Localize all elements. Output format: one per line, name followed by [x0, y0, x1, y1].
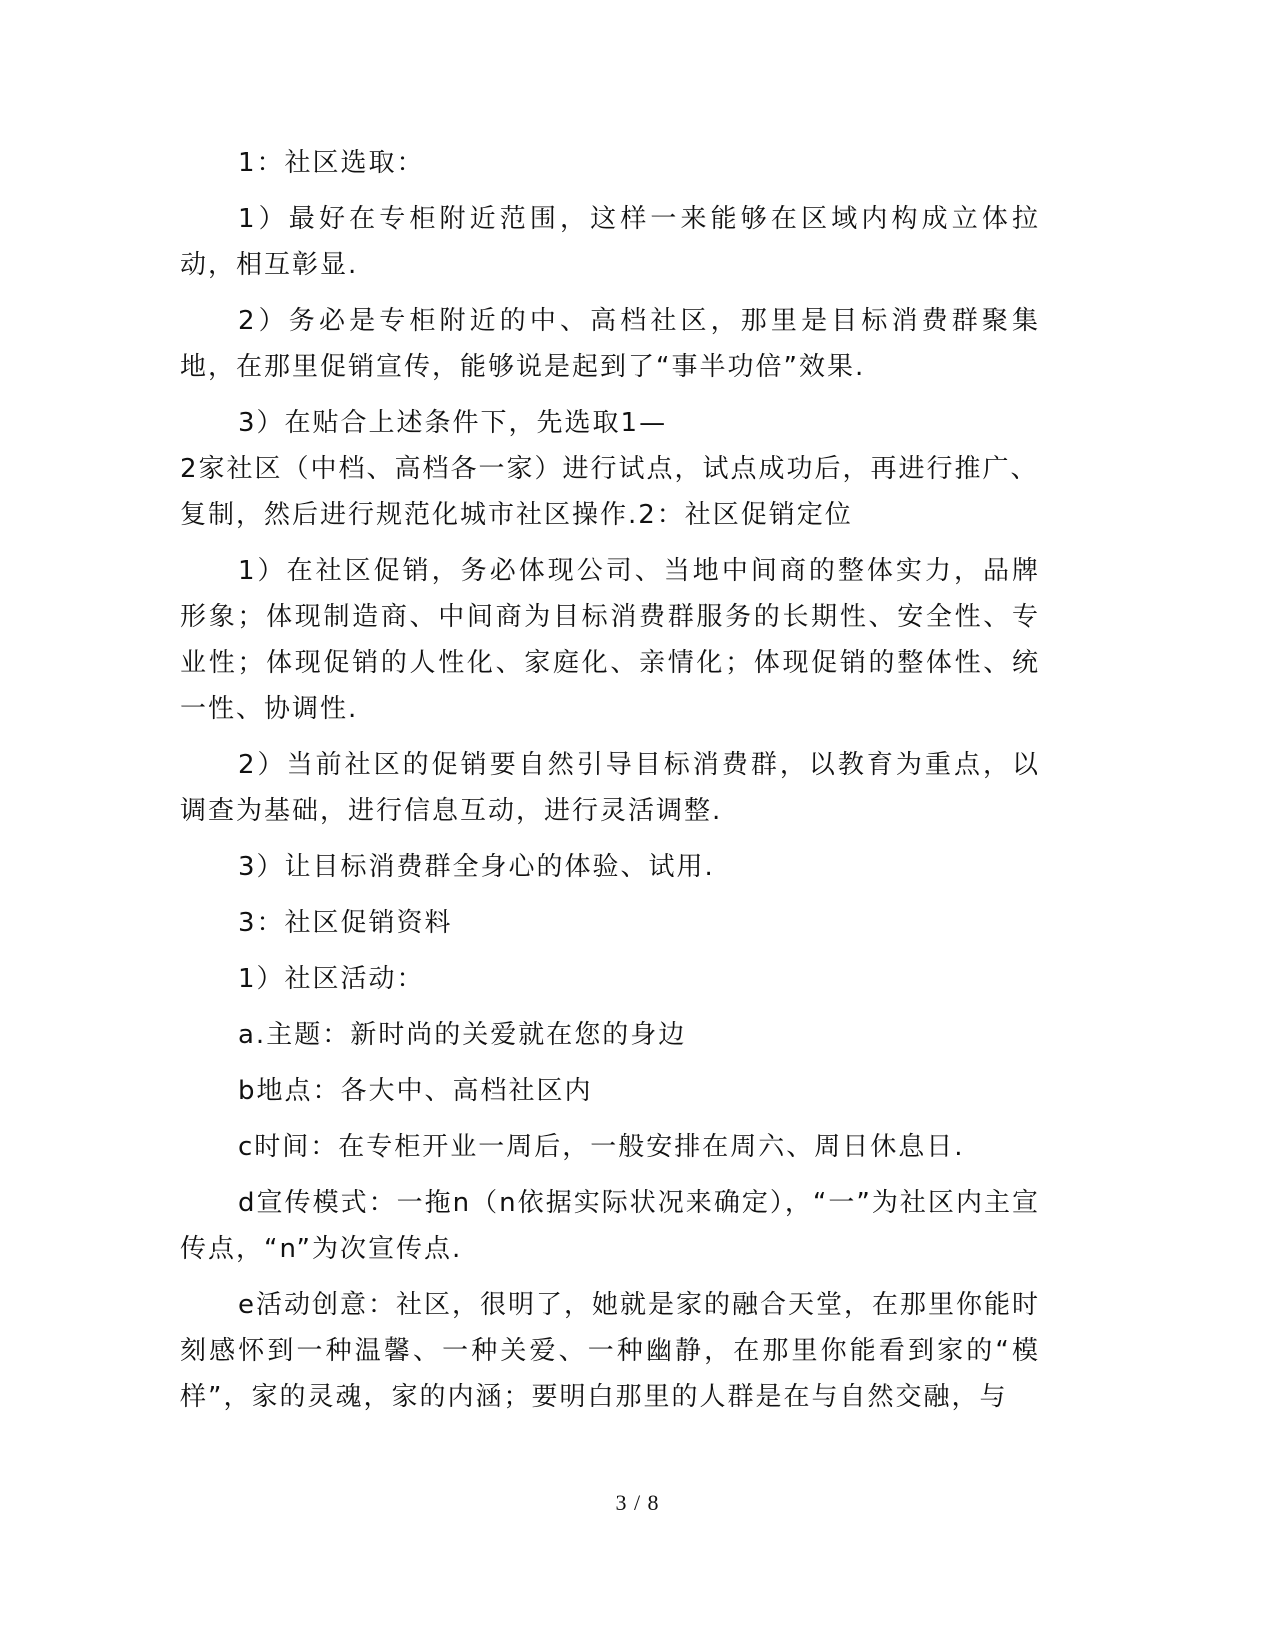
list-item-location: b地点：各大中、高档社区内	[238, 1076, 593, 1106]
paragraph: 2）当前社区的促销要自然引导目标消费群，以教育为重点，以调查为基础，进行信息互动，进行灵活调整.	[180, 750, 1040, 826]
list-item-promotion-mode: d宣传模式：一拖n（n依据实际状况来确定），“一”为社区内主宣传点，“n”为次宣传点.	[180, 1188, 1040, 1264]
paragraph: 2）务必是专柜附近的中、高档社区，那里是目标消费群聚集地，在那里促销宣传，能够说是起到了“事半功倍”效果.	[180, 306, 1040, 382]
section-heading-community-selection: 1：社区选取：	[238, 148, 425, 178]
paragraph-line: 2家社区（中档、高档各一家）进行试点，试点成功后，再进行推广、	[180, 454, 1039, 484]
document-body	[180, 140, 1040, 1430]
paragraph-line: 3）在贴合上述条件下，先选取1—	[238, 408, 668, 438]
list-item-time: c时间：在专柜开业一周后，一般安排在周六、周日休息日.	[238, 1132, 965, 1162]
paragraph-multiline	[180, 400, 1040, 538]
subheading-community-activity: 1）社区活动：	[238, 964, 425, 994]
list-item-activity-idea: e活动创意：社区，很明了，她就是家的融合天堂，在那里你能时刻感怀到一种温馨、一种关爱、一种幽静，在那里你能看到家的“模样”，家的灵魂，家的内涵；要明白那里的人群是在与自然交融，与	[180, 1290, 1040, 1412]
paragraph: 3）让目标消费群全身心的体验、试用.	[238, 852, 715, 882]
page-number: 3 / 8	[615, 1490, 660, 1515]
paragraph-line: 复制，然后进行规范化城市社区操作.2：社区促销定位	[180, 500, 853, 530]
section-heading-promotion-materials: 3：社区促销资料	[238, 908, 453, 938]
paragraph: 1）在社区促销，务必体现公司、当地中间商的整体实力，品牌形象；体现制造商、中间商为目标消费群服务的长期性、安全性、专业性；体现促销的人性化、家庭化、亲情化；体现促销的整体性、统一性、协调性.	[180, 556, 1040, 724]
paragraph: 1）最好在专柜附近范围，这样一来能够在区域内构成立体拉动，相互彰显.	[180, 204, 1040, 280]
list-item-theme: a.主题：新时尚的关爱就在您的身边	[238, 1020, 687, 1050]
